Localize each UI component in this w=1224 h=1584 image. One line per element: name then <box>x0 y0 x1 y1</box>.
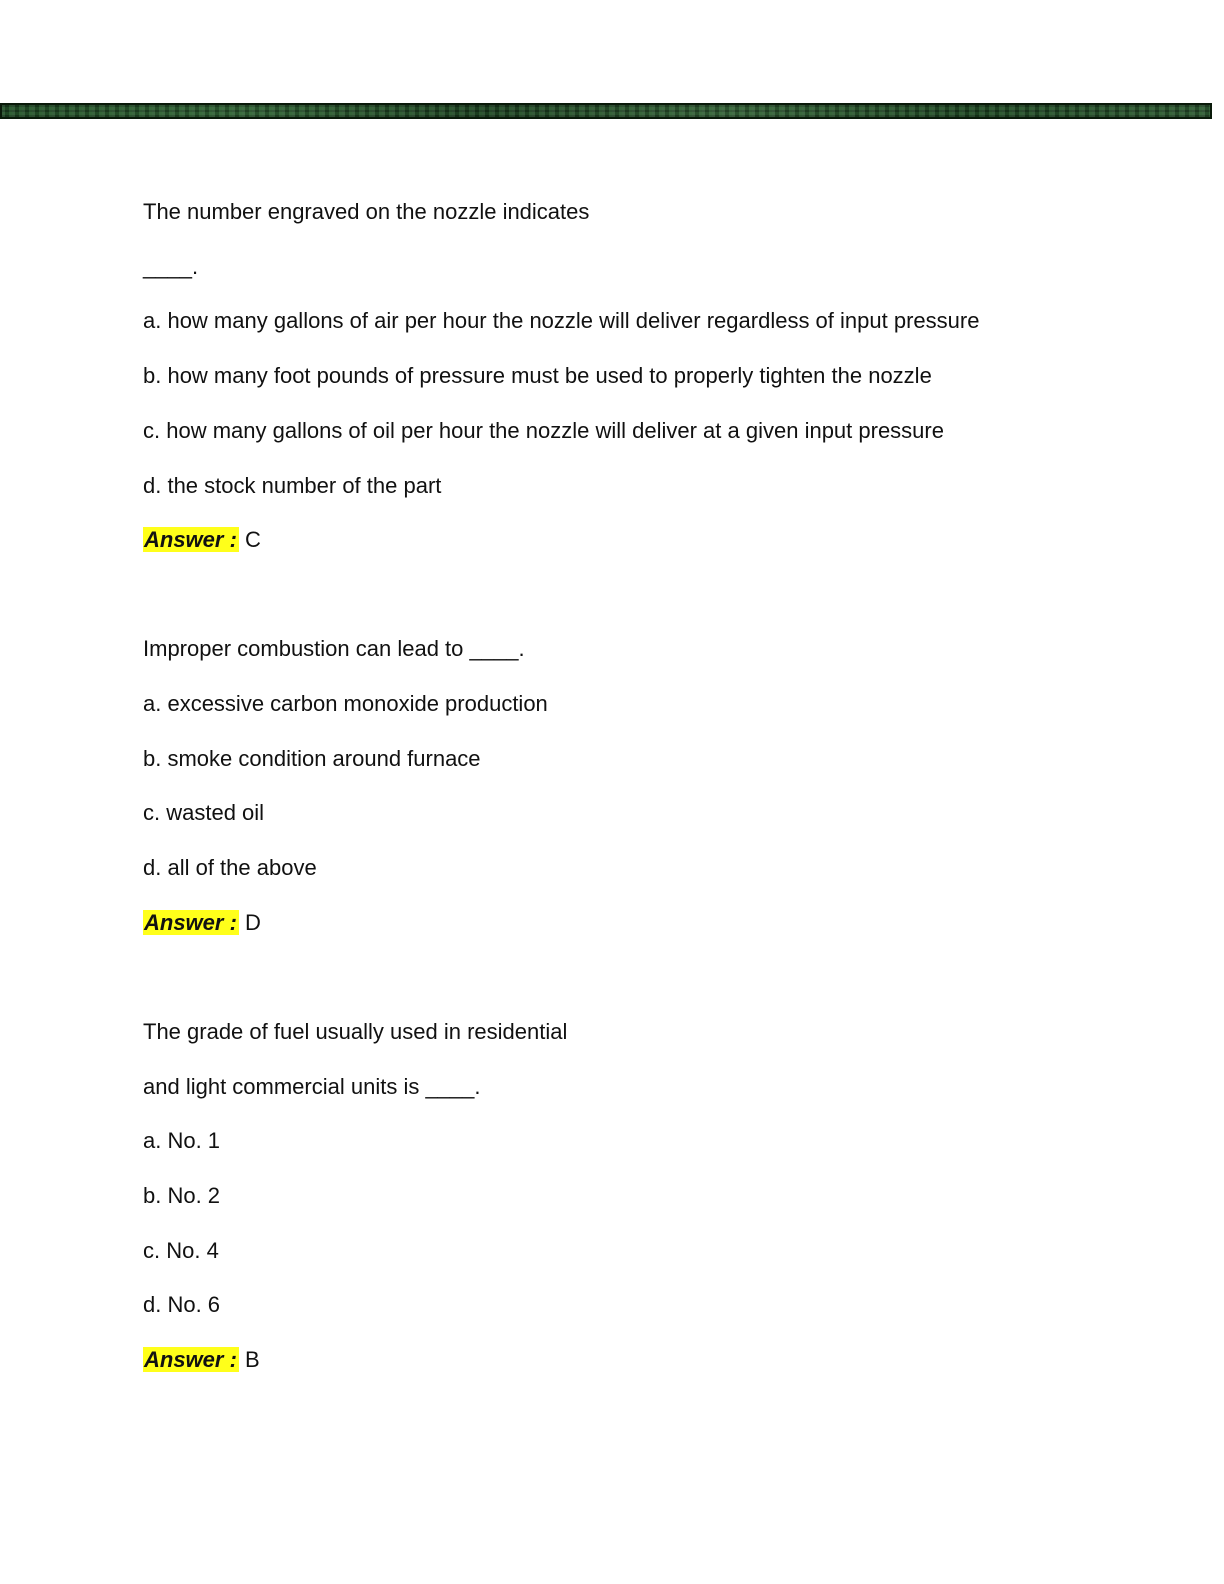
question-1-stem-line-2: ____. <box>143 254 199 279</box>
question-1-answer <box>143 527 261 553</box>
question-2-answer <box>143 910 261 936</box>
question-3-option-b: b. No. 2 <box>143 1183 221 1208</box>
answer-value: B <box>245 1347 260 1372</box>
answer-label: Answer : <box>144 910 237 935</box>
question-2-option-b: b. smoke condition around furnace <box>143 746 481 771</box>
question-2-stem-line-1: Improper combustion can lead to ____. <box>143 636 525 661</box>
question-1-option-b: b. how many foot pounds of pressure must be used to properly tighten the nozzle <box>143 363 932 388</box>
question-3-option-c: c. No. 4 <box>143 1238 219 1263</box>
question-2-option-d: d. all of the above <box>143 855 317 880</box>
question-3-stem-line-1: The grade of fuel usually used in residential <box>143 1019 568 1044</box>
answer-label: Answer : <box>144 527 237 552</box>
answer-value: C <box>245 527 261 552</box>
question-1-option-d: d. the stock number of the part <box>143 473 442 498</box>
header-decorative-bar <box>0 103 1212 119</box>
question-2-option-c: c. wasted oil <box>143 800 265 825</box>
answer-value: D <box>245 910 261 935</box>
question-3-option-a: a. No. 1 <box>143 1128 221 1153</box>
question-3-answer <box>143 1347 260 1373</box>
question-3-stem-line-2: and light commercial units is ____. <box>143 1074 481 1099</box>
question-2-option-a: a. excessive carbon monoxide production <box>143 691 548 716</box>
answer-label: Answer : <box>144 1347 237 1372</box>
question-1-option-c: c. how many gallons of oil per hour the nozzle will deliver at a given input pressure <box>143 418 944 443</box>
question-1-stem-line-1: The number engraved on the nozzle indicates <box>143 199 590 224</box>
question-3-option-d: d. No. 6 <box>143 1292 221 1317</box>
question-1-option-a: a. how many gallons of air per hour the nozzle will deliver regardless of input pressure <box>143 308 980 333</box>
